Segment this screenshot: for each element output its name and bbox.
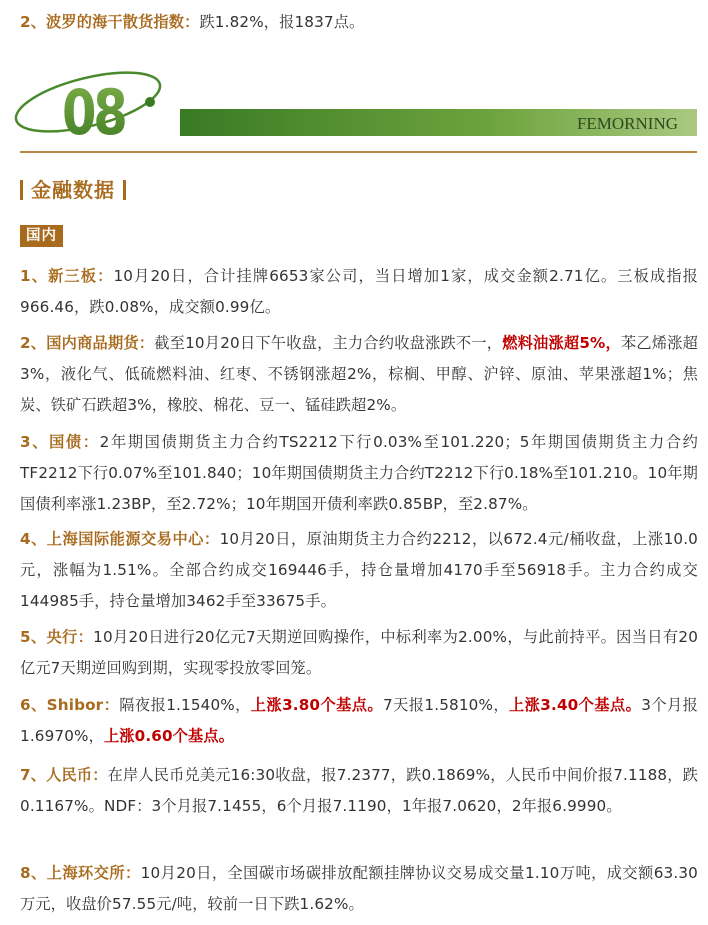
item-text: 10月20日，合计挂牌6653家公司，当日增加1家，成交金额2.71亿。三板成指报966.46，跌0.08%，成交额0.99亿。: [20, 267, 699, 316]
item-text: 在岸人民币兑美元16:30收盘，报7.2377，跌0.1869%，人民币中间价报7.1188，跌0.1167%。NDF：3个月报7.1455，6个月报7.1190，1年报7.0620，2年报6.9990。: [20, 766, 698, 815]
item-text: 10月20日进行20亿元7天期逆回购操作，中标利率为2.00%，与此前持平。因当日有20亿元7天期逆回购到期，实现零投放零回笼。: [20, 628, 699, 677]
item-text: 10月20日，原油期货主力合约2212，以672.4元/桶收盘，上涨10.0元，涨幅为1.51%。全部合约成交169446手，持仓量增加4170手至56918手。主力合约成交144985手，持仓量增加3462手至33675手。: [20, 530, 698, 610]
item-carbon-exchange: [20, 858, 698, 920]
item-shibor: [20, 690, 698, 752]
orbit-dot: [145, 97, 155, 107]
item-highlight: 上涨3.40个基点。: [509, 696, 642, 714]
item-text: 截至10月20日下午收盘，主力合约收盘涨跌不一，: [154, 334, 503, 352]
item-label: 1、新三板：: [20, 267, 114, 285]
item-central-bank: [20, 622, 698, 684]
title-bar-left: [20, 180, 23, 200]
item-text: 2年期国债期货主力合约TS2212下行0.03%至101.220；5年期国债期货主力合约TF2212下行0.07%至101.840；10年期国债期货主力合约T2212下行0.18%至101.210。10年期国债利率涨1.23BP，至2.72%；10年期国开债利率跌0.85BP，至2.87%。: [20, 433, 699, 513]
item-text: 跌1.82%，报1837点。: [199, 13, 365, 31]
item-text: 苯乙烯涨超3%，液化气、低硫燃料油、红枣、不锈钢涨超2%，棕榈、甲醇、沪锌、原油、苹果涨超1%；焦炭、铁矿石跌超3%，橡胶、棉花、豆一、锰硅跌超2%。: [20, 334, 698, 414]
item-label: 6、Shibor：: [20, 696, 120, 714]
item-highlight: 燃料油涨超5%，: [502, 334, 621, 352]
item-label: 7、人民币：: [20, 766, 108, 784]
item-highlight: 上涨3.80个基点。: [250, 696, 384, 714]
item-label: 5、央行：: [20, 628, 94, 646]
item-text: 隔夜报1.1540%，: [119, 696, 251, 714]
item-new-third-board: [20, 261, 698, 323]
item-commodity-futures: [20, 328, 698, 421]
item-highlight: 上涨0.60个基点。: [103, 727, 235, 745]
item-text: 10月20日，全国碳市场碳排放配额挂牌协议交易成交量1.10万吨，成交额63.30万元，收盘价57.55元/吨，较前一日下跌1.62%。: [20, 864, 698, 913]
title-bar-right: [123, 180, 126, 200]
item-text: 3个月报1.6970%，: [20, 696, 699, 745]
item-text: 7天报1.5810%，: [383, 696, 510, 714]
section-banner: [0, 62, 708, 158]
item-ine: [20, 524, 698, 617]
section-number: 08: [62, 77, 125, 150]
section-title: [20, 175, 126, 205]
item-treasury-bonds: [20, 427, 698, 520]
item-label: 2、波罗的海干散货指数：: [20, 13, 200, 31]
item-rmb: [20, 760, 698, 822]
item-label: 2、国内商品期货：: [20, 334, 155, 352]
item-label: 3、国债：: [20, 433, 100, 451]
item-label: 8、上海环交所：: [20, 864, 141, 882]
domestic-tag: 国内: [20, 225, 63, 247]
item-label: 4、上海国际能源交易中心：: [20, 530, 220, 548]
brand-text: FEMORNING: [576, 114, 678, 133]
baltic-dry-index-item: [20, 7, 698, 38]
section-title-text: 金融数据: [30, 178, 115, 202]
